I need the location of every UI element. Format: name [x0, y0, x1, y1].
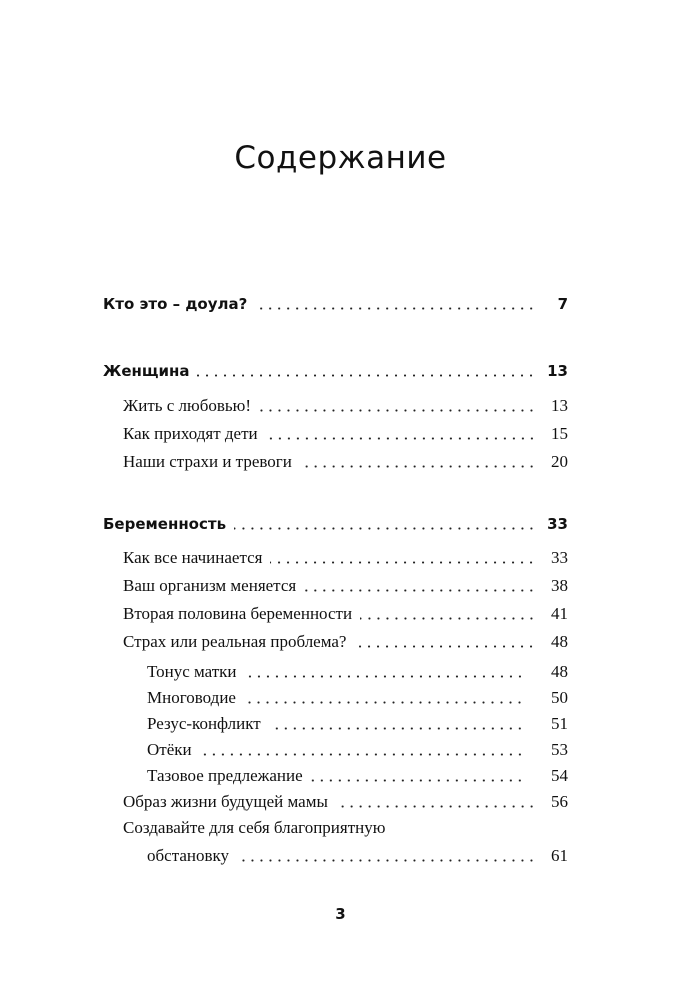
dot-leader	[269, 727, 524, 730]
dot-leader	[266, 437, 536, 440]
toc-entry-page: 20	[551, 452, 568, 471]
dot-leader	[270, 561, 536, 564]
toc-entry-page: 33	[547, 515, 568, 533]
toc-entry-page: 41	[551, 604, 568, 623]
toc-entry-chapter[interactable]	[123, 390, 568, 416]
toc-entry-label: Тазовое предлежание	[147, 766, 303, 785]
dot-leader	[245, 675, 524, 678]
toc-entry-chapter[interactable]	[123, 598, 568, 624]
page-number: 3	[335, 905, 346, 923]
toc-entry-part[interactable]	[103, 355, 568, 381]
toc-entry-label: обстановку	[147, 846, 230, 865]
toc-entry-label: Как приходят дети	[123, 424, 258, 443]
toc-entry-label: Женщина	[103, 362, 190, 380]
dot-leader	[360, 617, 536, 620]
toc-entry-page: 61	[551, 846, 568, 865]
toc-entry-label: Отёки	[147, 740, 192, 759]
toc-entry-page: 54	[551, 766, 568, 785]
dot-leader	[255, 307, 536, 310]
toc-entry-section[interactable]	[147, 656, 568, 682]
toc-entry-page: 13	[551, 396, 568, 415]
dot-leader	[237, 859, 536, 862]
toc-entry-part[interactable]	[103, 508, 568, 534]
toc-entry-page: 38	[551, 576, 568, 595]
toc-entry-label: Беременность	[103, 515, 227, 533]
toc-entry-page: 48	[551, 662, 568, 681]
page-title: Содержание	[234, 140, 447, 176]
dot-leader	[234, 527, 536, 530]
dot-leader	[197, 374, 536, 377]
toc-entry-label: Тонус матки	[147, 662, 237, 681]
toc-entry-chapter[interactable]	[147, 840, 568, 866]
toc-entry-label: Кто это – доула?	[103, 295, 248, 313]
dot-leader	[259, 409, 536, 412]
toc-entry-chapter[interactable]	[123, 542, 568, 568]
toc-entry-page: 13	[547, 362, 568, 380]
toc-entry-label: Наши страхи и тревоги	[123, 452, 292, 471]
toc-entry-section[interactable]	[147, 734, 568, 760]
toc-entry-label-line1: Создавайте для себя благоприятную	[123, 818, 386, 837]
toc-entry-section[interactable]	[147, 682, 568, 708]
dot-leader	[300, 465, 536, 468]
toc-entry-label: Ваш организм меняется	[123, 576, 297, 595]
toc-entry-label: Многоводие	[147, 688, 236, 707]
toc-entry-page: 51	[551, 714, 568, 733]
dot-leader	[336, 805, 536, 808]
toc-entry-page: 48	[551, 632, 568, 651]
dot-leader	[311, 779, 524, 782]
toc-entry-page: 15	[551, 424, 568, 443]
toc-entry-chapter[interactable]	[123, 570, 568, 596]
toc-entry-section[interactable]	[147, 760, 568, 786]
toc-entry-page: 33	[551, 548, 568, 567]
toc-entry-label: Как все начинается	[123, 548, 263, 567]
dot-leader	[354, 645, 536, 648]
toc-entry-label: Образ жизни будущей мамы	[123, 792, 328, 811]
toc-entry-page: 56	[551, 792, 568, 811]
dot-leader	[200, 753, 524, 756]
toc-entry-label: Вторая половина беременности	[123, 604, 353, 623]
toc-entry-label: Страх или реальная проблема?	[123, 632, 347, 651]
toc-entry-label: Жить с любовью!	[123, 396, 252, 415]
toc-entry-page: 50	[551, 688, 568, 707]
toc-entry-part[interactable]	[103, 288, 568, 314]
toc-entry-chapter[interactable]	[123, 626, 568, 652]
toc-entry-page: 53	[551, 740, 568, 759]
toc-entry-page: 7	[557, 295, 568, 313]
toc-entry-section[interactable]	[147, 708, 568, 734]
toc-entry-label: Резус-конфликт	[147, 714, 261, 733]
toc-entry-chapter[interactable]	[123, 446, 568, 472]
dot-leader	[304, 589, 536, 592]
dot-leader	[244, 701, 524, 704]
toc-entry-chapter[interactable]	[123, 418, 568, 444]
toc-entry-chapter[interactable]	[123, 786, 568, 812]
